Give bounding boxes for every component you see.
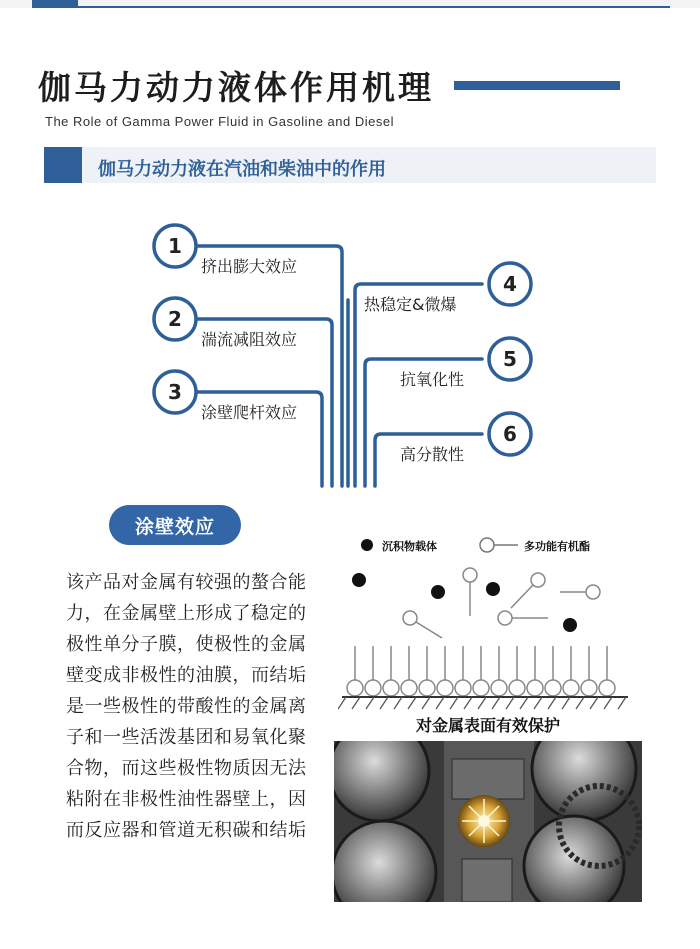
effect-label-1: 挤出膨大效应 xyxy=(201,257,298,276)
legend-deposit-icon xyxy=(361,539,373,551)
effect-number-5: 5 xyxy=(503,347,517,371)
legend-deposit-label: 沉积物载体 xyxy=(382,540,437,553)
molecular-diagram xyxy=(338,528,638,713)
diagram-caption: 对金属表面有效保护 xyxy=(415,716,560,735)
effect-label-3: 涂壁爬杆效应 xyxy=(201,403,298,422)
effect-number-2: 2 xyxy=(168,307,182,331)
monolayer-heads xyxy=(347,680,615,696)
page-subtitle: The Role of Gamma Power Fluid in Gasoline and Diesel xyxy=(45,114,394,129)
coating-effect-badge: 涂壁效应 xyxy=(109,505,241,545)
legend-organic-label: 多功能有机酯 xyxy=(524,540,590,553)
effect-label-4: 热稳定&微爆 xyxy=(364,295,457,314)
effect-label-2: 湍流减阻效应 xyxy=(201,330,298,349)
legend-organic-icon xyxy=(480,538,494,552)
section-title: 伽马力动力液在汽油和柴油中的作用 xyxy=(98,159,386,180)
engine-photo xyxy=(334,741,642,902)
effect-label-6: 高分散性 xyxy=(400,445,465,464)
coating-description: 该产品对金属有较强的螯合能力，在金属壁上形成了稳定的极性单分子膜，使极性的金属壁变成非极性的油膜，而结垢是一些极性的带酸性的金属离子和一些活泼基团和易氧化聚合物，而这些极性物质因无法粘附在非极性油性器壁上，因而反应器和管道无积碳和结垢 xyxy=(66,572,307,841)
effect-number-4: 4 xyxy=(503,272,517,296)
monolayer-chains xyxy=(355,646,607,680)
metal-hatching xyxy=(338,697,626,709)
effect-number-1: 1 xyxy=(168,234,182,258)
page-title: 伽马力动力液体作用机理 xyxy=(38,68,434,107)
effect-number-6: 6 xyxy=(503,422,517,446)
effect-number-3: 3 xyxy=(168,380,182,404)
effect-label-5: 抗氧化性 xyxy=(400,370,465,389)
